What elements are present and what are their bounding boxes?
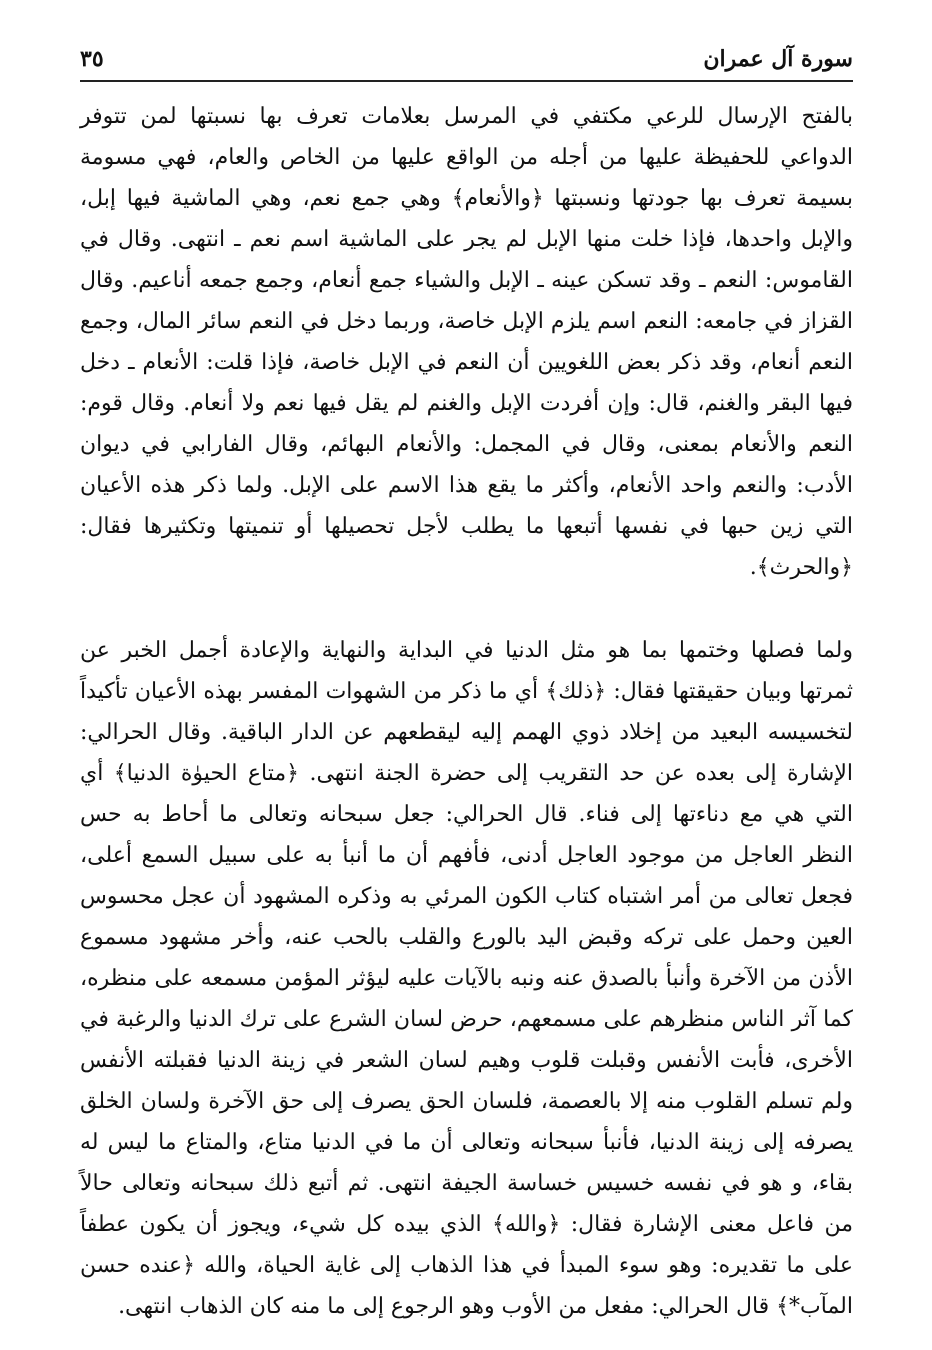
page-number: ٣٥ — [80, 46, 104, 72]
surah-title: سورة آل عمران — [703, 46, 853, 72]
header-divider — [80, 80, 853, 82]
paragraph-1: بالفتح الإرسال للرعي مكتفي في المرسل بعلامات تعرف بها نسبتها لمن تتوفر الدواعي للحفيظة عليها من أجله من الواقع عليها من الخاص والعام، فهي مسومة بسيمة تعرف بها جودتها ونسبتها ﴿والأنعام﴾ وهي جمع نعم، وهي الماشية فيها إبل، والإبل واحدها، فإذا خلت منها الإبل لم يجر على الماشية اسم نعم ـ انتهى. وقال في القاموس: النعم ـ وقد تسكن عينه ـ الإبل والشياء جمع أنعام، وجمع جمعه أناعيم. وقال القزاز في جامعه: النعم اسم يلزم الإبل خاصة، وربما دخل في النعم سائر المال، وجمع النعم أنعام، وقد ذكر بعض اللغويين أن النعم في الإبل خاصة، فإذا قلت: الأنعام ـ دخل فيها البقر والغنم، قال: وإن أفردت الإبل والغنم لم يقل فيها نعم ولا أنعام. وقال قوم: النعم والأنعام بمعنى، وقال في المجمل: والأنعام البهائم، وقال الفارابي في ديوان الأدب: والنعم واحد الأنعام، وأكثر ما يقع هذا الاسم على الإبل. ولما ذكر هذه الأعيان التي زين حبها في نفسها أتبعها ما يطلب لأجل تحصيلها أو تنميتها وتكثيرها فقال: ﴿والحرث﴾. — [80, 104, 853, 580]
page-header — [80, 42, 853, 78]
page-body — [80, 96, 853, 1327]
paragraph-2: ولما فصلها وختمها بما هو مثل الدنيا في البداية والنهاية والإعادة أجمل الخبر عن ثمرتها وبيان حقيقتها فقال: ﴿ذلك﴾ أي ما ذكر من الشهوات المفسر بهذه الأعيان تأكيداً لتخسيسه البعيد من إخلاد ذوي الهمم إليه ليقطعهم عن الدار الباقية. وقال الحرالي: الإشارة إلى بعده عن حد التقريب إلى حضرة الجنة انتهى. ﴿متاع الحيوٰة الدنيا﴾ أي التي هي مع دناءتها إلى فناء. قال الحرالي: جعل سبحانه وتعالى ما أحاط به حس النظر العاجل من موجود العاجل أدنى، فأفهم أن ما أنبأ به على سبيل السمع أعلى، فجعل تعالى من أمر اشتباه كتاب الكون المرئي به وذكره المشهود أن عجل محسوس العين وحمل على تركه وقبض اليد بالورع والقلب بالحب عنه، وأخر مشهود مسموع الأذن من الآخرة وأنبأ بالصدق عنه ونبه بالآيات عليه ليؤثر المؤمن مسمعه على منظره، كما آثر الناس منظرهم على مسمعهم، حرض لسان الشرع على ترك الدنيا والرغبة في الأخرى، فأبت الأنفس وقبلت قلوب وهيم لسان الشعر في زينة الدنيا فقبلته الأنفس ولم تسلم القلوب منه إلا بالعصمة، فلسان الحق يصرف إلى حق الآخرة ولسان الخلق يصرفه إلى زينة الدنيا، فأنبأ سبحانه وتعالى أن ما في الدنيا متاع، والمتاع ما ليس له بقاء، و هو في نفسه خسيس خساسة الجيفة انتهى. ثم أتبع ذلك سبحانه وتعالى حالاً من فاعل معنى الإشارة فقال: ﴿والله﴾ الذي بيده كل شيء، ويجوز أن يكون عطفاً على ما تقديره: وهو سوء المبدأ في هذا الذهاب إلى غاية الحياة، والله ﴿عنده حسن المآب*﴾ قال الحرالي: مفعل من الأوب وهو الرجوع إلى ما منه كان الذهاب انتهى. — [80, 638, 854, 1319]
